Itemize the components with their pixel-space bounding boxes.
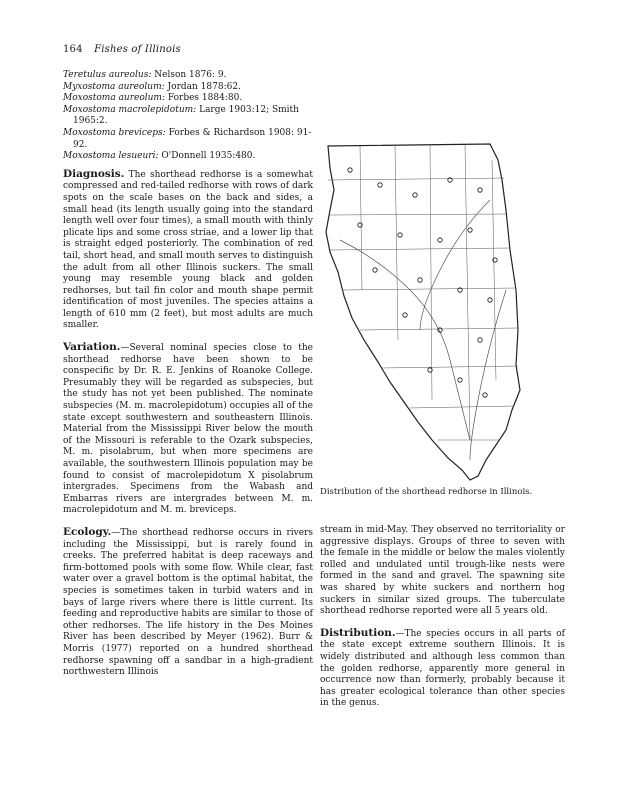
occurrence-point bbox=[403, 313, 407, 317]
distribution-map bbox=[320, 140, 570, 485]
synonym-entry: Teretulus aureolus: Nelson 1876: 9. bbox=[63, 70, 227, 80]
variation-text: —Several nominal species close to the shorthead redhorse have been shown to be conspecific by Dr. R. E. Jenkins of Roanoke College. Presumably they will be regarded as subspecies, but the study has not yet been published. The nominate subspecies (M. m. macrolepidotum) occupies all of the state except southwestern and southeastern Illinois. Material from the Mississippi River below the mouth of the Missouri is referable to the Ozark subspecies, M. m. pisolabrum, but when more specimens are available, the southwestern Illinois population may be found to consist of macrolepidotum X pisolabrum intergrades. Specimens from the Wabash and Embarras rivers are intergrades between M. m. macrolepidotum and M. m. breviceps. bbox=[63, 343, 313, 516]
occurrence-point bbox=[488, 298, 492, 302]
illinois-map-svg bbox=[320, 140, 570, 485]
county-lines bbox=[328, 145, 518, 440]
occurrence-point bbox=[373, 268, 377, 272]
occurrence-point bbox=[438, 238, 442, 242]
synonym-entry: Moxostoma breviceps: Forbes & Richardson 1908: 91-92. bbox=[63, 127, 312, 150]
occurrence-point bbox=[398, 233, 402, 237]
right-column bbox=[320, 525, 565, 720]
synonym-entry: Moxostoma lesueuri: O'Donnell 1935:480. bbox=[63, 151, 256, 162]
running-header bbox=[63, 44, 181, 55]
occurrence-point bbox=[478, 188, 482, 192]
ecology-continued-text: stream in mid-May. They observed no territoriality or aggressive displays. Groups of three to seven with the female in the middle or below the males violently rolled and undulated until trough-like nests were formed in the sand and gravel. The spawning site was shared by white suckers and northern hog suckers in similar sized groups. The tuberculate shorthead redhorse reported were all 5 years old. bbox=[320, 525, 565, 617]
occurrence-point bbox=[493, 258, 497, 262]
ecology-paragraph bbox=[63, 527, 313, 679]
occurrence-point bbox=[358, 223, 362, 227]
occurrence-point bbox=[468, 228, 472, 232]
occurrence-point bbox=[418, 278, 422, 282]
diagnosis-heading: Diagnosis. bbox=[63, 167, 125, 180]
ecology-continued-paragraph bbox=[320, 525, 565, 618]
occurrence-point bbox=[478, 338, 482, 342]
diagnosis-text: The shorthead redhorse is a somewhat compressed and red-tailed redhorse with rows of dark spots on the scale bases on the back and sides, a small head (its length usually going into the standard length well over four times), a small mouth with thinly plicate lips and some cross striae, and a lower lip that is straight edged posteriorly. The combination of red tail, short head, and small mouth serves to distinguish the adult from all other Illinois suckers. The small young may resemble young black and golden redhorses, but tail fin color and mouth shape permit identification of most juveniles. The species attains a length of 610 mm (2 feet), but most adults are much smaller. bbox=[63, 169, 313, 331]
diagnosis-paragraph bbox=[63, 169, 313, 332]
variation-paragraph bbox=[63, 342, 313, 517]
variation-heading: Variation. bbox=[63, 341, 121, 354]
occurrence-point bbox=[378, 183, 382, 187]
occurrence-point bbox=[458, 378, 462, 382]
occurrence-points bbox=[348, 168, 497, 397]
distribution-text: —The species occurs in all parts of the state except extreme southern Illinois. It is widely distributed and although less common than the golden redhorse, apparently more general in occurrence now than formerly, probably because it has greater ecological tolerance than other species in the genus. bbox=[320, 628, 565, 709]
synonym-entry: Myxostoma aureolum: Jordan 1878:62. bbox=[63, 81, 241, 92]
distribution-heading: Distribution. bbox=[320, 626, 396, 639]
synonym-entry: Moxostoma macrolepidotum: Large 1903:12; Smith 1965:2. bbox=[63, 104, 299, 127]
occurrence-point bbox=[413, 193, 417, 197]
synonym-entry: Moxostoma aureolum: Forbes 1884:80. bbox=[63, 93, 243, 104]
page-number: 164 bbox=[63, 44, 83, 55]
occurrence-point bbox=[348, 168, 352, 172]
synonymy-list bbox=[63, 70, 313, 163]
map-caption: Distribution of the shorthead redhorse in Illinois. bbox=[320, 487, 533, 497]
ecology-heading: Ecology. bbox=[63, 525, 112, 538]
occurrence-point bbox=[483, 393, 487, 397]
distribution-paragraph bbox=[320, 628, 565, 710]
running-title: Fishes of Illinois bbox=[94, 44, 181, 55]
ecology-text: —The shorthead redhorse occurs in rivers including the Mississippi, but is rarely found in creeks. The preferred habitat is deep raceways and firm-bottomed pools with some flow. While clear, fast water over a gravel bottom is the optimal habitat, the species is sometimes taken in turbid waters and in bays of large rivers where there is little current. Its feeding and reproductive habits are similar to those of other redhorses. The life history in the Des Moines River has been described by Meyer (1962). Burr & Morris (1977) reported on a hundred shorthead redhorse spawning off a sandbar in a high-gradient northwestern Illinois bbox=[63, 527, 313, 678]
left-column bbox=[63, 70, 313, 689]
